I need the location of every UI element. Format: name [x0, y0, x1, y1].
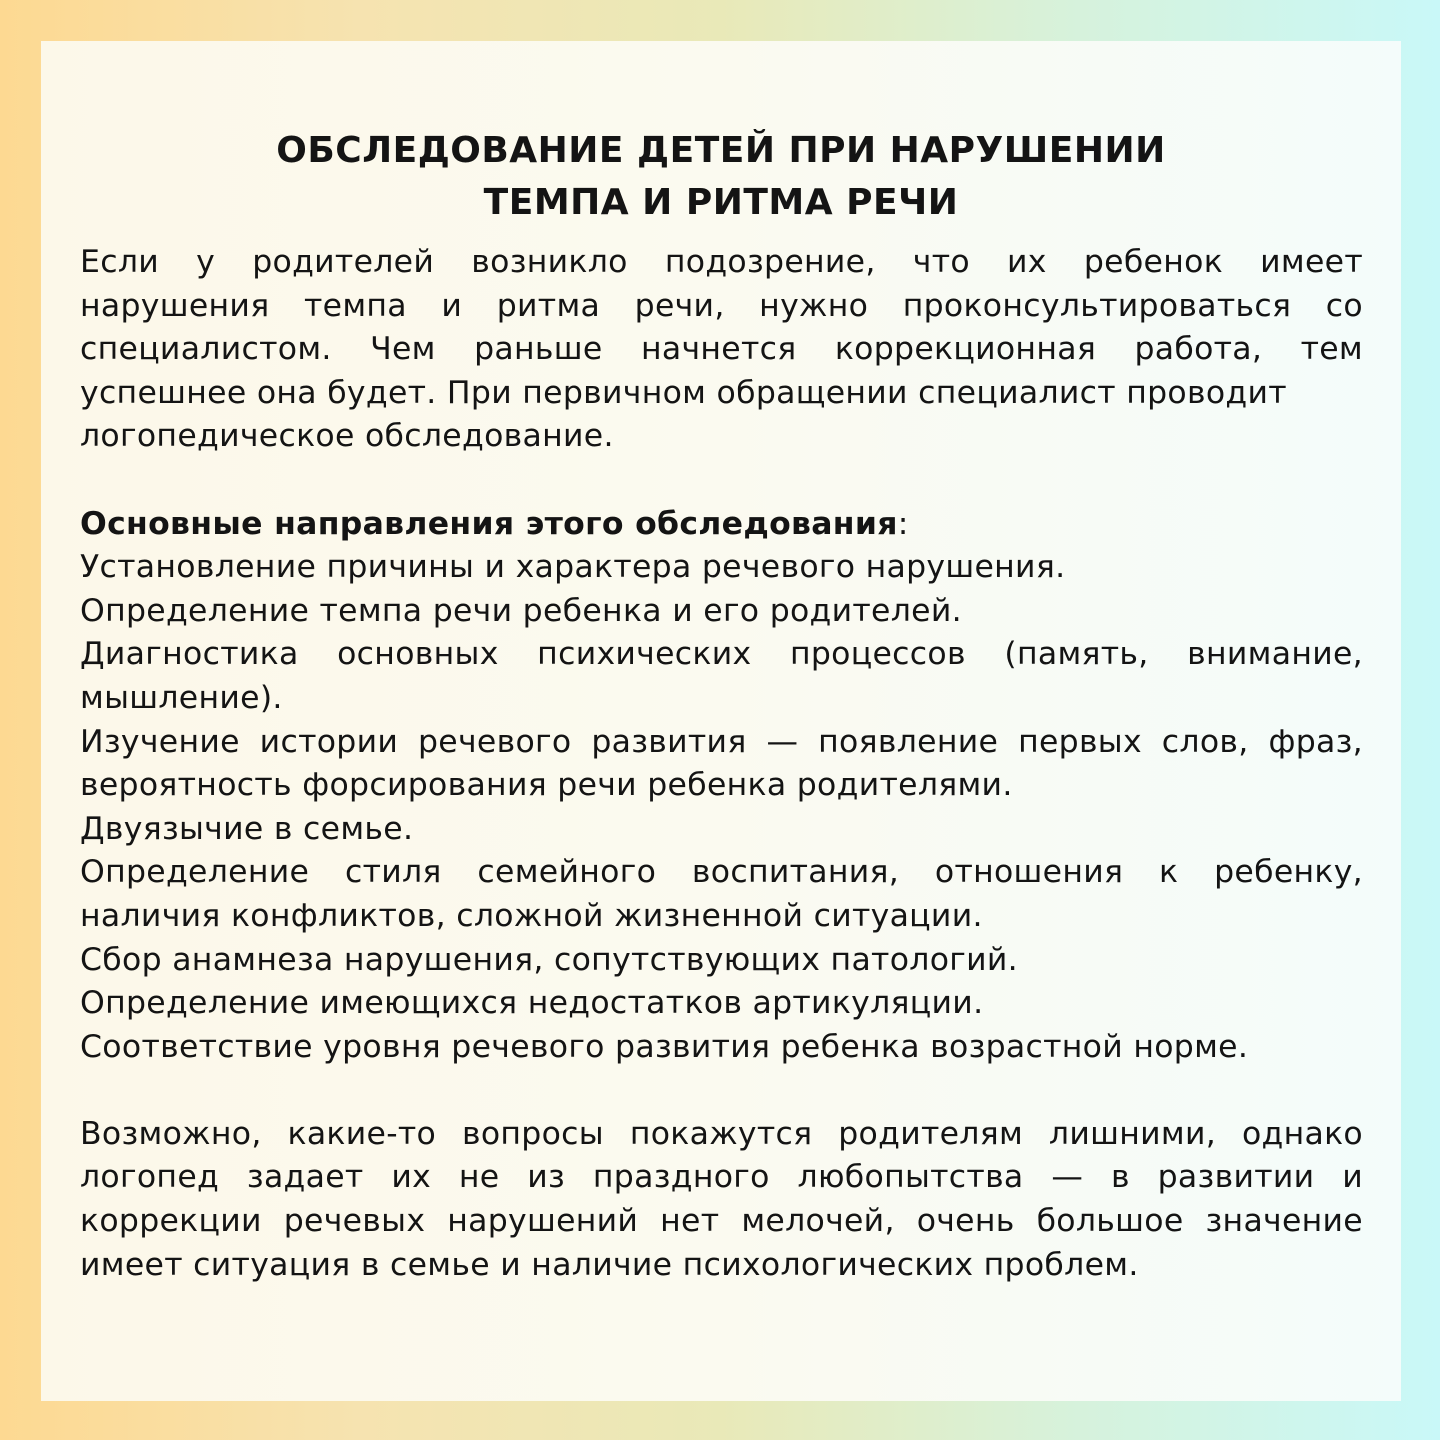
list-item: Определение темпа речи ребенка и его родителей.: [80, 592, 962, 629]
list-item: мышление).: [80, 679, 283, 716]
list-item: вероятность форсирования речи ребенка родителями.: [80, 767, 1013, 804]
directions-heading: Основные направления этого обследования: [80, 505, 898, 542]
title-line-1: ОБСЛЕДОВАНИЕ ДЕТЕЙ ПРИ НАРУШЕНИИ: [276, 130, 1166, 171]
list-item: Установление причины и характера речевого нарушения.: [80, 549, 1066, 586]
intro-line: логопедическое обследование.: [80, 418, 614, 455]
list-item: Диагностика основных психических процессов (память, внимание,: [80, 636, 1363, 673]
outro-line: логопед задает их не из праздного любопытства — в развитии и: [80, 1159, 1363, 1196]
title-line-2: ТЕМПА И РИТМА РЕЧИ: [483, 182, 959, 223]
directions-list: [80, 546, 1363, 1069]
list-item: Сбор анамнеза нарушения, сопутствующих патологий.: [80, 941, 1018, 978]
spacer: [80, 459, 1363, 503]
page-title: [41, 125, 1401, 229]
list-item: Изучение истории речевого развития — появление первых слов, фраз,: [80, 723, 1363, 760]
list-item: Соответствие уровня речевого развития ребенка возрастной норме.: [80, 1028, 1249, 1065]
list-item: наличия конфликтов, сложной жизненной ситуации.: [80, 897, 983, 934]
outro-line: имеет ситуация в семье и наличие психологических проблем.: [80, 1246, 1139, 1283]
list-item: Двуязычие в семье.: [80, 810, 414, 847]
content-card: [41, 41, 1401, 1401]
intro-paragraph: [80, 241, 1363, 459]
outro-paragraph: [80, 1113, 1363, 1287]
directions-heading-line: [80, 503, 1363, 547]
intro-line: специалистом. Чем раньше начнется коррекционная работа, тем: [80, 331, 1363, 368]
intro-line: нарушения темпа и ритма речи, нужно проконсультироваться со: [80, 287, 1363, 324]
intro-line: успешнее она будет. При первичном обращении специалист проводит: [80, 374, 1287, 411]
article-body: [80, 241, 1363, 1287]
outro-line: Возможно, какие-то вопросы покажутся родителям лишними, однако: [80, 1115, 1363, 1152]
spacer: [80, 1069, 1363, 1113]
list-item: Определение имеющихся недостатков артикуляции.: [80, 985, 984, 1022]
intro-line: Если у родителей возникло подозрение, что их ребенок имеет: [80, 244, 1363, 280]
directions-heading-colon: :: [897, 505, 909, 542]
outro-line: коррекции речевых нарушений нет мелочей, очень большое значение: [80, 1203, 1363, 1240]
list-item: Определение стиля семейного воспитания, отношения к ребенку,: [80, 854, 1363, 891]
